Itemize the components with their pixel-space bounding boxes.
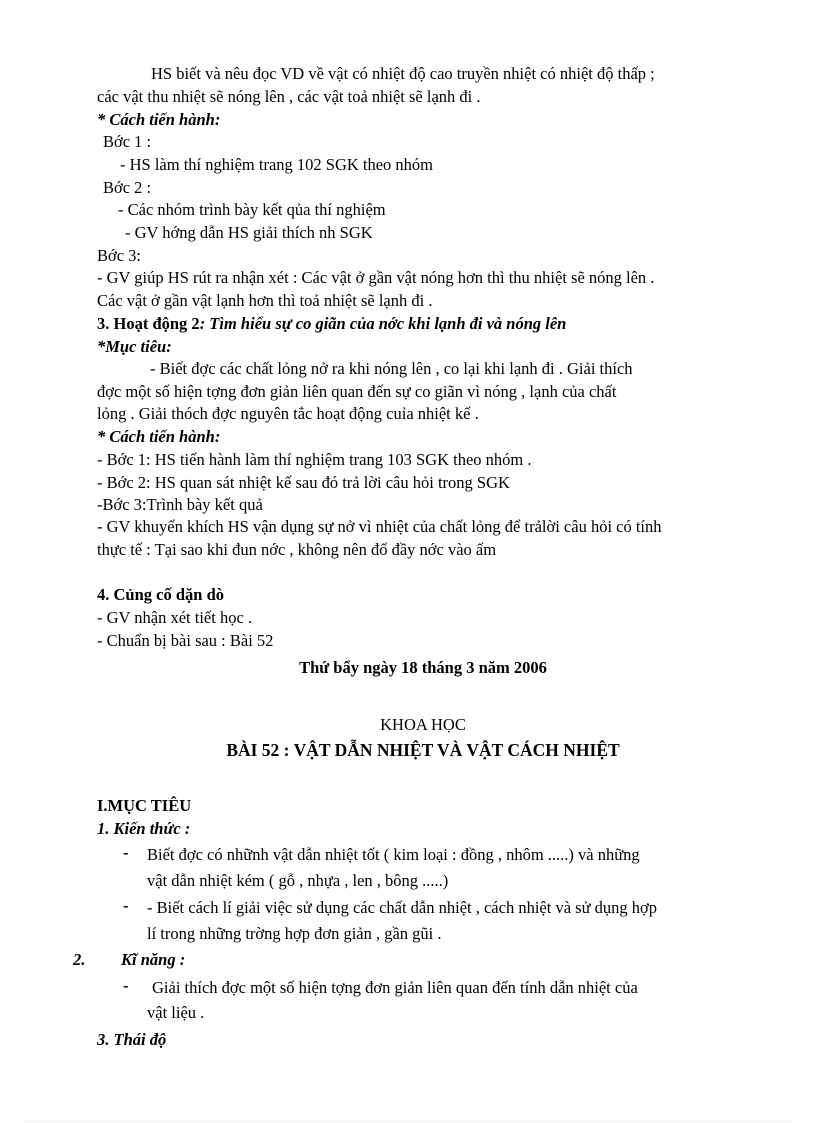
date-line: Thứ bẩy ngày 18 tháng 3 năm 2006	[299, 658, 547, 677]
knowledge-item-1-line-1: Biết đợc có nhữnh vật dẫn nhiệt tốt ( kim loại : đồng , nhôm .....) và những	[147, 845, 640, 864]
knowledge-heading: 1. Kiến thức :	[97, 819, 191, 838]
activity-3-title: : Tìm hiểu sự co giãn của nớc khi lạnh đi và nóng lên	[199, 314, 567, 333]
knowledge-item-2-line-1: - Biết cách lí giải việc sử dụng các chất dẫn nhiệt , cách nhiệt và sử dụng hợp	[147, 898, 657, 917]
procedure-heading: * Cách tiến hành:	[97, 110, 221, 129]
step-1-item: - HS làm thí nghiệm trang 102 SGK theo nhóm	[120, 155, 434, 174]
activity-3-step-2: - Bớc 2: HS quan sát nhiệt kế sau đó trả lời câu hỏi trong SGK	[97, 473, 510, 492]
intro-line-1: HS biết và nêu đọc VD về vật có nhiệt độ cao truyền nhiệt có nhiệt độ thấp ;	[151, 64, 655, 83]
step-3-item-2: Các vật ở gần vật lạnh hơn thì toả nhiệt sẽ lạnh đi .	[97, 291, 433, 310]
step-2-item-2: - GV hớng dẫn HS giải thích nh SGK	[125, 223, 373, 242]
skills-item-1-line-2: vật liệu .	[147, 1003, 205, 1022]
activity-3-step-1: - Bớc 1: HS tiến hành làm thí nghiệm trang 103 SGK theo nhóm .	[97, 450, 532, 469]
step-3-item-1: - GV giúp HS rút ra nhận xét : Các vật ở gần vật nóng hơn thì thu nhiệt sẽ nóng lên .	[97, 268, 655, 287]
goal-line-2: đợc một số hiện tợng đơn giản liên quan đến sự co giãn vì nóng , lạnh của chất	[97, 382, 617, 401]
activity-3-step-5: thực tế : Tại sao khi đun nớc , không nên đổ đầy nớc vào ấm	[97, 540, 497, 559]
step-3-label: Bớc 3:	[97, 246, 142, 265]
activity-3-heading	[97, 313, 566, 336]
section-4-item-1: - GV nhận xét tiết học .	[97, 608, 253, 627]
skills-number: 2.	[73, 950, 86, 969]
step-1-label: Bớc 1 :	[103, 132, 152, 151]
lesson-title: BÀI 52 : VẬT DẪN NHIỆT VÀ VẬT CÁCH NHIỆT	[226, 740, 620, 760]
attitude-heading: 3. Thái độ	[97, 1030, 167, 1049]
bullet-dash: -	[123, 896, 129, 915]
goal-line-1: - Biết đợc các chất lỏng nở ra khi nóng lên , co lại khi lạnh đi . Giải thích	[150, 359, 633, 378]
section-4-item-2: - Chuẩn bị bài sau : Bài 52	[97, 631, 274, 650]
skills-heading: Kĩ năng :	[121, 950, 186, 969]
step-2-item-1: - Các nhóm trình bày kết qủa thí nghiệm	[118, 200, 386, 219]
knowledge-item-1-line-2: vật dẫn nhiệt kém ( gỗ , nhựa , len , bông .....)	[147, 871, 449, 890]
knowledge-item-2-line-2: lí trong những trờng hợp đơn giản , gần gũi .	[147, 924, 442, 943]
activity-3-label: 3. Hoạt động 2	[97, 314, 200, 333]
bullet-dash: -	[123, 976, 129, 995]
step-2-label: Bớc 2 :	[103, 178, 152, 197]
goal-line-3: lỏng . Giải thóch đợc nguyên tắc hoạt động cuỉa nhiệt kế .	[97, 404, 479, 423]
activity-3-step-4: - GV khuyến khích HS vận dụng sự nở vì nhiệt của chất lỏng để trảlời câu hỏi có tính	[97, 517, 662, 536]
intro-line-2: các vật thu nhiệt sẽ nóng lên , các vật toả nhiệt sẽ lạnh đi .	[97, 87, 481, 106]
subject-title: KHOA HỌC	[380, 715, 466, 734]
activity-3-step-3: -Bớc 3:Trình bày kết quả	[97, 495, 263, 514]
activity-3-procedure-heading: * Cách tiến hành:	[97, 427, 221, 446]
section-4-heading: 4. Củng cố dặn dò	[97, 585, 224, 604]
goal-heading: *Mục tiêu:	[97, 337, 172, 356]
objectives-heading: I.MỤC TIÊU	[97, 796, 192, 815]
page-bottom-divider	[25, 1121, 791, 1122]
bullet-dash: -	[123, 843, 129, 862]
skills-item-1-line-1: Giải thích đợc một số hiện tợng đơn giản liên quan đến tính dẫn nhiệt của	[152, 978, 638, 997]
